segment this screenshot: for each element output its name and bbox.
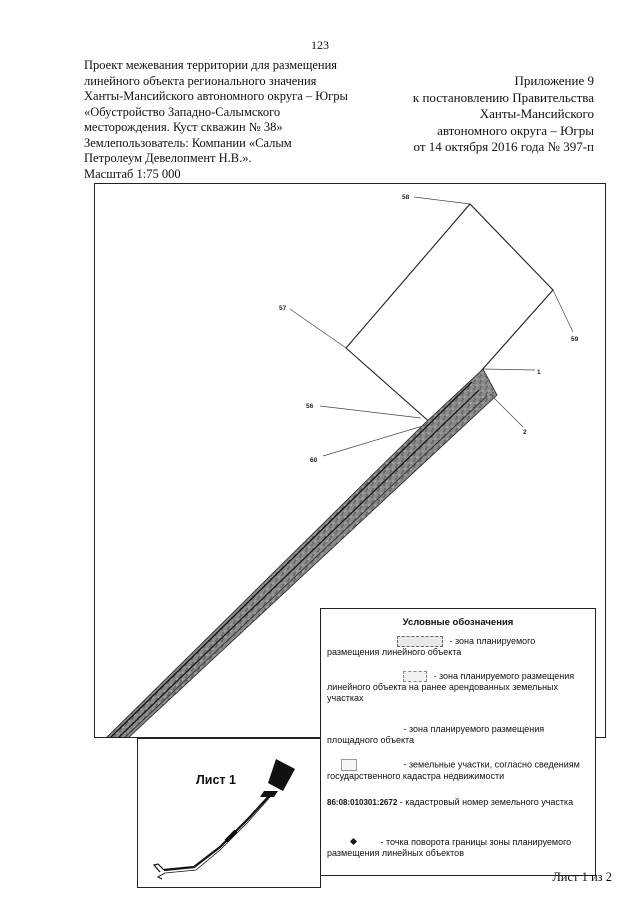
legend-text: - зона планируемого размещения линейного объекта — [327, 636, 536, 658]
annex-date: от 14 октября 2016 года № 397-п — [413, 139, 594, 154]
index-pad-site — [268, 759, 295, 791]
sheet-index-map — [137, 738, 321, 888]
project-line: линейного объекта регионального значения — [84, 73, 317, 88]
leader-line — [483, 369, 535, 370]
legend-text: - кадастровый номер земельного участка — [399, 797, 574, 807]
index-route-line — [165, 797, 270, 873]
linear-zone-swatch — [397, 636, 443, 647]
project-line: Проект межевания территории для размещения — [84, 58, 338, 72]
legend-text: - земельные участки, согласно сведениям государственного кадастра недвижимости — [327, 759, 580, 781]
annex-block — [334, 73, 594, 156]
point-label-58: 58 — [402, 194, 410, 201]
legend-text: - точка поворота границы зоны планируемого размещения линейных объектов — [327, 837, 572, 858]
parcel-swatch — [341, 759, 357, 771]
point-label-59: 59 — [571, 336, 579, 343]
index-map-drawing — [138, 739, 322, 889]
page-number: 123 — [311, 38, 329, 52]
cadastral-number-sample: 86:08:010301:2672 — [327, 798, 398, 807]
legend-item-cadastre-parcels — [327, 759, 589, 782]
point-label-57: 57 — [279, 305, 287, 312]
leased-zone-swatch — [403, 671, 427, 682]
point-label-2: 2 — [523, 429, 527, 436]
leader-line — [490, 394, 523, 427]
annex-line: Ханты-Мансийского — [479, 106, 594, 121]
land-user-line: Землепользователь: Компании «Салым — [84, 135, 292, 150]
leader-line — [320, 406, 421, 418]
point-label-60: 60 — [310, 457, 318, 464]
legend-item-linear-zone — [327, 636, 589, 658]
index-route-line — [164, 795, 270, 870]
leader-line — [553, 290, 573, 332]
project-line: «Обустройство Западно-Салымского — [84, 104, 281, 119]
legend-item-cadastral-number — [327, 797, 589, 808]
point-label-1: 1 — [537, 369, 541, 376]
legend — [320, 608, 596, 876]
annex-title: Приложение 9 — [514, 73, 594, 88]
project-line: месторождения. Куст скважин № 38» — [84, 120, 283, 134]
legend-item-turning-point — [327, 837, 589, 859]
pad-site-zone — [346, 204, 553, 425]
index-sheet-title: Лист 1 — [196, 773, 236, 787]
legend-item-pad-zone — [327, 724, 589, 746]
project-line: Ханты-Мансийского автономного округа – Югры — [84, 89, 348, 103]
legend-text: - зона планируемого размещения линейного объекта на ранее арендованных земельных участках — [327, 671, 575, 704]
point-label-56: 56 — [306, 403, 314, 410]
turning-point-icon — [350, 838, 357, 845]
leader-line — [290, 309, 346, 348]
legend-item-leased-zone — [327, 671, 589, 704]
legend-text: - зона планируемого размещения площадного объекта — [327, 724, 545, 745]
legend-title: Условные обозначения — [402, 617, 514, 628]
sheet-number: Лист 1 из 2 — [552, 870, 612, 884]
leader-line — [414, 197, 470, 204]
scale-line: Масштаб 1:75 000 — [84, 166, 181, 181]
index-route-branch — [158, 873, 165, 879]
index-route-branch — [154, 864, 164, 872]
land-user-line: Петролеум Девелопмент Н.В.». — [84, 151, 252, 165]
annex-line: автономного округа – Югры — [437, 122, 594, 138]
annex-line: к постановлению Правительства — [412, 89, 594, 105]
